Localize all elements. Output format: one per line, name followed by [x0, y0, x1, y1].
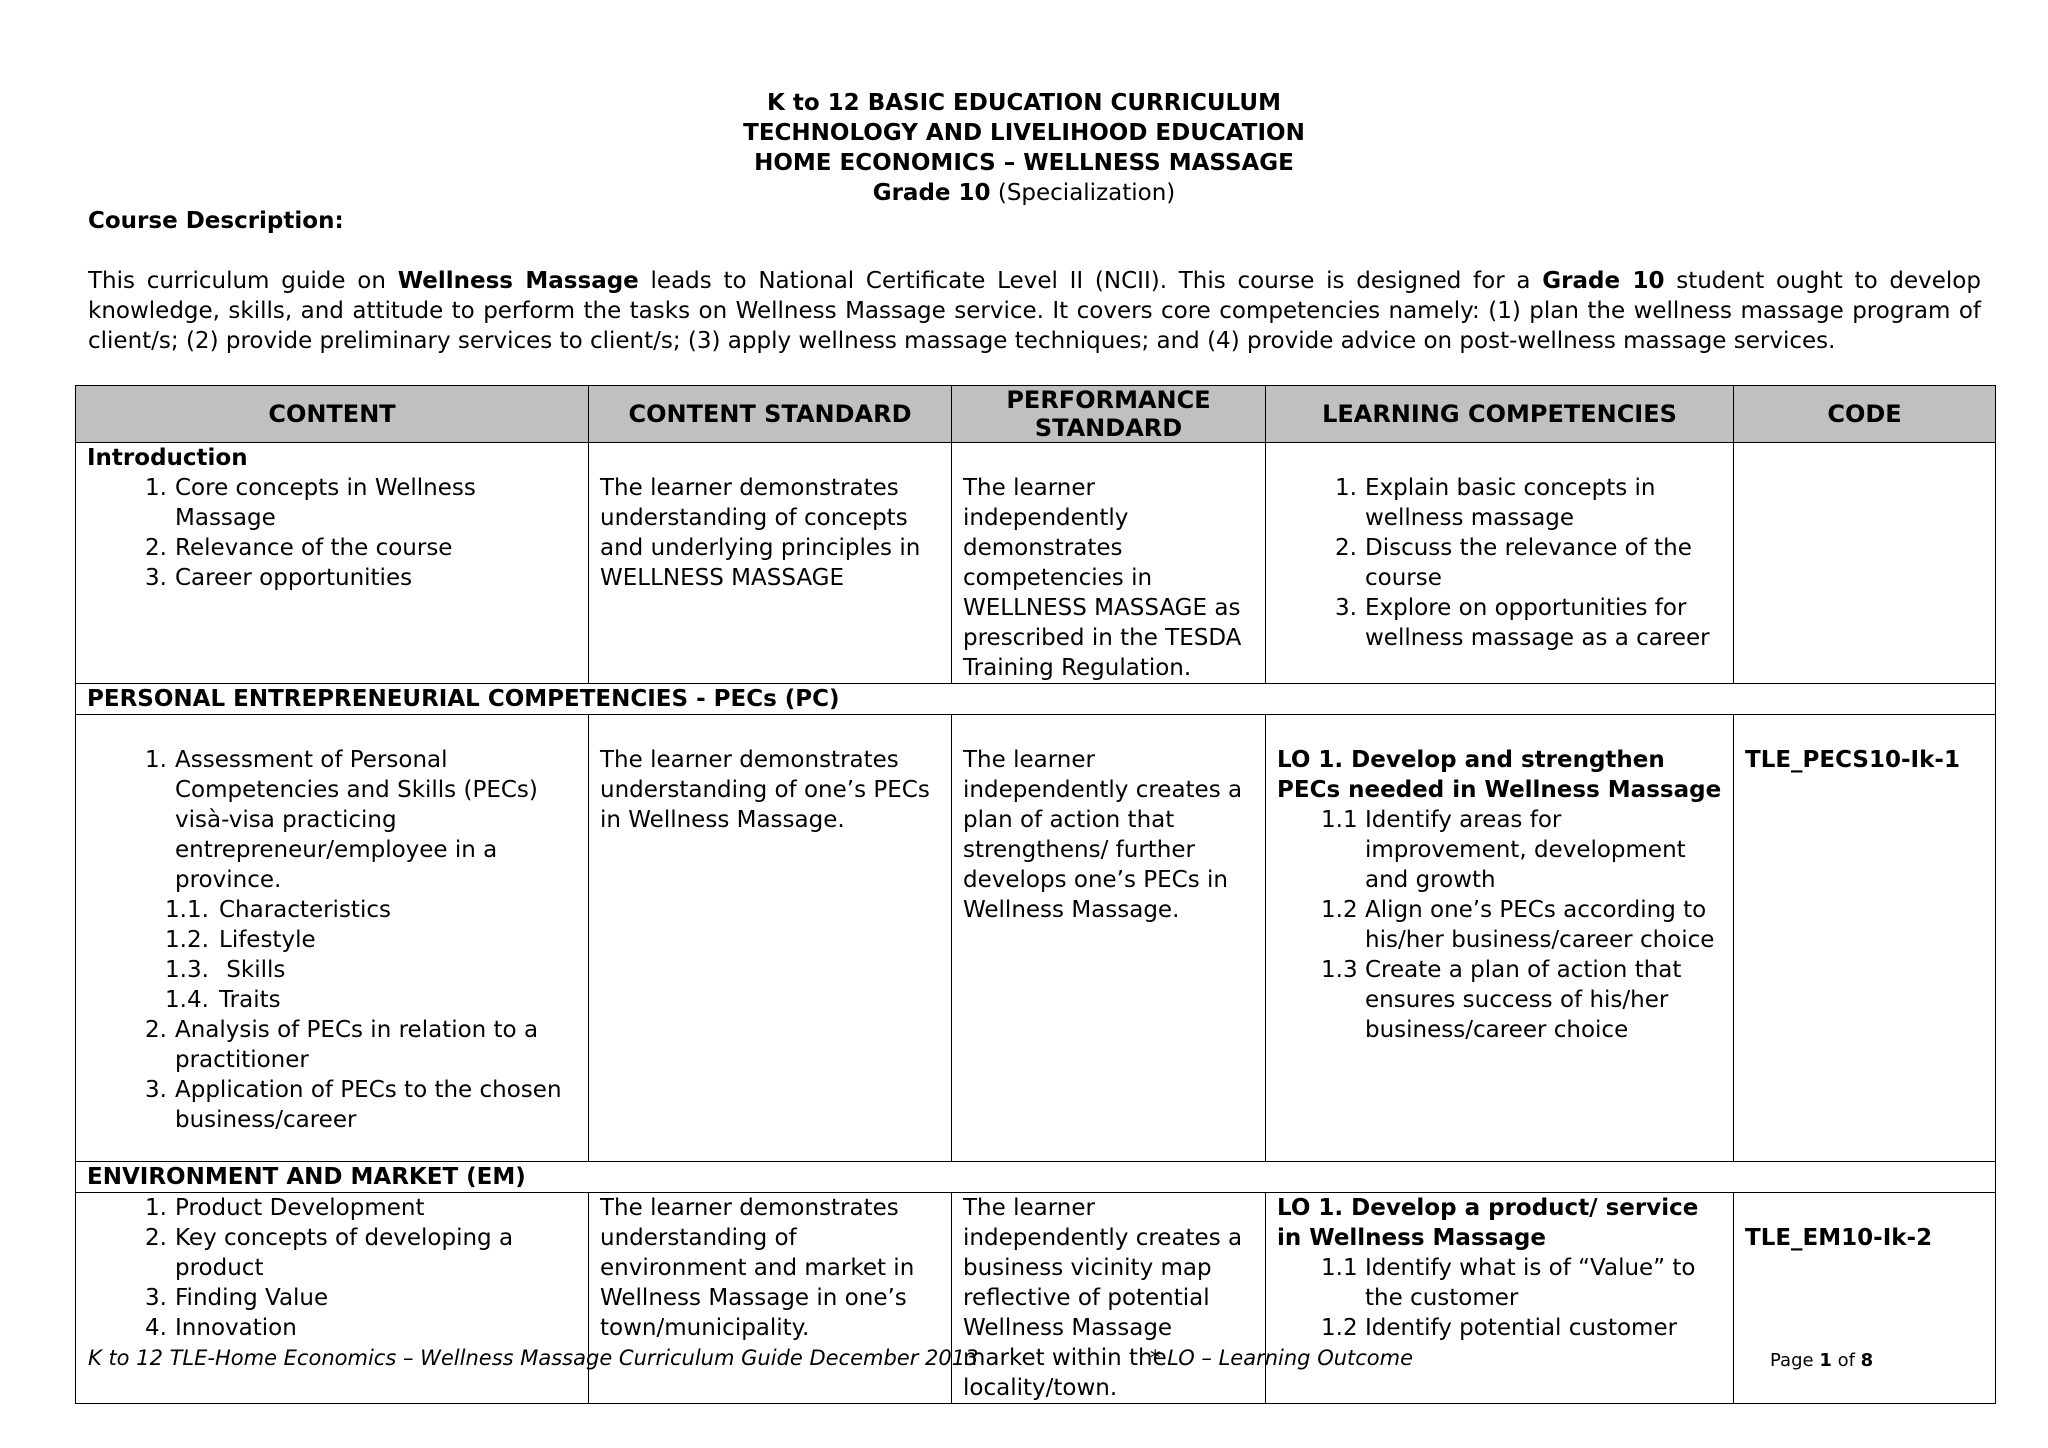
- subtopic-number: 1.3.: [165, 957, 209, 983]
- header-line-1: K to 12 BASIC EDUCATION CURRICULUM: [767, 90, 1281, 116]
- competency-number: 1.1: [1321, 1255, 1358, 1281]
- list-item: 2. Key concepts of developing a product: [145, 1225, 514, 1281]
- intro-content-standard: The learner demonstrates understanding of concepts and underlying principles in WELLNESS MASSAGE: [600, 475, 921, 591]
- course-description-label: Course Description:: [88, 208, 344, 234]
- page-label: Page: [1770, 1350, 1820, 1371]
- curriculum-table: [75, 385, 1996, 1404]
- course-description-text: [88, 266, 1981, 356]
- competency-number: 1.2: [1321, 897, 1358, 923]
- pecs-topic-3: Application of PECs to the chosen business/career: [175, 1077, 562, 1133]
- list-item: 1. Product Development: [145, 1195, 425, 1221]
- pecs-performance-standard-cell: [952, 715, 1266, 1162]
- footer-guide-title: K to 12 TLE-Home Economics – Wellness Massage Curriculum Guide December 2013: [88, 1346, 979, 1370]
- competency-label: Align one’s PECs according to his/her business/career choice: [1365, 897, 1715, 953]
- subtopic-number: 1.1.: [165, 897, 209, 923]
- list-item: [1321, 1253, 1722, 1313]
- em-topic-list: [87, 1193, 577, 1343]
- em-topic-3: Finding Value: [175, 1285, 329, 1311]
- header-grade: [0, 178, 2048, 208]
- intro-competencies-cell: [1266, 443, 1734, 684]
- table-header-row: [76, 386, 1996, 443]
- list-item: 3. Career opportunities: [145, 565, 413, 591]
- desc-part-2: leads to National Certificate Level II (NCII). This course is designed for a: [638, 268, 1543, 294]
- list-item: 4. Innovation: [145, 1315, 297, 1341]
- intro-topic-2: Relevance of the course: [175, 535, 453, 561]
- footer-page-number: [1770, 1350, 1873, 1371]
- col-header-content: CONTENT: [76, 386, 589, 443]
- intro-competency-3: Explore on opportunities for wellness massage as a career: [1365, 595, 1710, 651]
- header-line-3: HOME ECONOMICS – WELLNESS MASSAGE: [754, 150, 1294, 176]
- pecs-lo-title: LO 1. Develop and strengthen PECs needed in Wellness Massage: [1277, 747, 1722, 803]
- grade-specialization: (Specialization): [990, 180, 1176, 206]
- competency-label: Create a plan of action that ensures success of his/her business/career choice: [1365, 957, 1682, 1043]
- competency-number: 1.1: [1321, 807, 1358, 833]
- pecs-content-standard: The learner demonstrates understanding of one’s PECs in Wellness Massage.: [600, 747, 930, 833]
- competency-label: Identify potential customer: [1365, 1315, 1678, 1341]
- table-row-introduction: [76, 443, 1996, 684]
- em-content-standard-cell: [589, 1193, 952, 1404]
- subtopic-number: 1.2.: [165, 927, 209, 953]
- table-row-pecs: [76, 715, 1996, 1162]
- intro-content-standard-cell: [589, 443, 952, 684]
- col-header-content-standard: CONTENT STANDARD: [589, 386, 952, 443]
- col-header-learning-competencies: LEARNING COMPETENCIES: [1266, 386, 1734, 443]
- list-item: 2. Analysis of PECs in relation to a practitioner: [145, 1017, 539, 1073]
- subtopic-label: Skills: [219, 957, 286, 983]
- em-topic-4: Innovation: [175, 1315, 297, 1341]
- list-item: [165, 985, 577, 1015]
- desc-part-1: This curriculum guide on: [88, 268, 398, 294]
- list-item: 1. Core concepts in Wellness Massage: [145, 475, 476, 531]
- list-item: 3. Finding Value: [145, 1285, 329, 1311]
- intro-competency-1: Explain basic concepts in wellness massage: [1365, 475, 1656, 531]
- em-code: TLE_EM10-Ik-2: [1745, 1225, 1933, 1251]
- pecs-content-cell: [76, 715, 589, 1162]
- competency-number: 1.3: [1321, 957, 1358, 983]
- pecs-code-cell: [1734, 715, 1996, 1162]
- col-header-code: CODE: [1734, 386, 1996, 443]
- subtopic-label: Characteristics: [219, 897, 391, 923]
- section-row-pecs: [76, 684, 1996, 715]
- list-item: [1321, 1313, 1722, 1343]
- intro-topic-3: Career opportunities: [175, 565, 413, 591]
- document-header: [0, 88, 2048, 208]
- em-content-standard: The learner demonstrates understanding of environment and market in Wellness Massage in one’s town/municipality.: [600, 1195, 915, 1341]
- list-item: 2. Relevance of the course: [145, 535, 453, 561]
- pecs-topic-list: [87, 745, 577, 1135]
- footer-lo-note: * LO – Learning Outcome: [1150, 1346, 1414, 1370]
- desc-bold-1: Wellness Massage: [397, 268, 639, 294]
- em-topic-2: Key concepts of developing a product: [175, 1225, 514, 1281]
- intro-performance-standard: The learner independently demonstrates competencies in WELLNESS MASSAGE as prescribed in the TESDA Training Regulation.: [963, 475, 1242, 681]
- competency-label: Identify areas for improvement, development and growth: [1365, 807, 1686, 893]
- intro-competency-list: [1277, 473, 1722, 653]
- intro-topic-list: [87, 473, 577, 593]
- em-content-cell: [76, 1193, 589, 1404]
- intro-content-cell: [76, 443, 589, 684]
- intro-competency-2: Discuss the relevance of the course: [1365, 535, 1692, 591]
- em-topic-1: Product Development: [175, 1195, 425, 1221]
- header-line-2: TECHNOLOGY AND LIVELIHOOD EDUCATION: [743, 120, 1305, 146]
- intro-topic-1: Core concepts in Wellness Massage: [175, 475, 476, 531]
- col-header-performance-standard: PERFORMANCE STANDARD: [952, 386, 1266, 443]
- list-item: 3. Explore on opportunities for wellness massage as a career: [1335, 595, 1710, 651]
- em-section-title: ENVIRONMENT AND MARKET (EM): [76, 1162, 1996, 1193]
- pecs-topic-1: Assessment of Personal Competencies and Skills (PECs) visà-visa practicing entrepreneur/employee in a province.: [175, 747, 538, 893]
- pecs-topic-2: Analysis of PECs in relation to a practitioner: [175, 1017, 539, 1073]
- pecs-subtopic-list: [165, 895, 577, 1015]
- pecs-competencies-cell: [1266, 715, 1734, 1162]
- em-performance-standard-cell: [952, 1193, 1266, 1404]
- em-lo-title: LO 1. Develop a product/ service in Wellness Massage: [1277, 1195, 1699, 1251]
- table-row-em: [76, 1193, 1996, 1404]
- list-item: [1321, 805, 1722, 895]
- page-total: 8: [1860, 1350, 1874, 1371]
- grade-label: Grade 10: [872, 180, 991, 206]
- list-item: 1. Explain basic concepts in wellness massage: [1335, 475, 1656, 531]
- intro-performance-standard-cell: [952, 443, 1266, 684]
- desc-part-3: student ought to develop knowledge, skills, and attitude to perform the tasks on Wellness Massage service. It covers core competencies namely: (1) plan the wellness massage program of client/s; (2) provide preliminary services to client/s; (3) apply wellness massage techniques; and (4) provide advice on post-wellness massage services.: [88, 268, 1981, 354]
- em-code-cell: [1734, 1193, 1996, 1404]
- page-current: 1: [1819, 1350, 1832, 1371]
- subtopic-label: Lifestyle: [219, 927, 316, 953]
- em-competencies-cell: [1266, 1193, 1734, 1404]
- section-row-em: [76, 1162, 1996, 1193]
- intro-heading: Introduction: [87, 445, 248, 471]
- pecs-section-title: PERSONAL ENTREPRENEURIAL COMPETENCIES - PECs (PC): [76, 684, 1996, 715]
- em-competency-list: [1277, 1253, 1722, 1343]
- list-item: 3. Application of PECs to the chosen business/career: [145, 1077, 562, 1133]
- competency-label: Identify what is of “Value” to the customer: [1365, 1255, 1696, 1311]
- pecs-competency-list: [1277, 805, 1722, 1045]
- em-performance-standard: The learner independently creates a business vicinity map reflective of potential Wellness Massage market within the locality/town.: [963, 1195, 1243, 1401]
- list-item: [1321, 955, 1722, 1045]
- intro-code-cell: [1734, 443, 1996, 684]
- list-item: [1321, 895, 1722, 955]
- page-of-label: of: [1831, 1350, 1861, 1371]
- list-item: [165, 925, 577, 955]
- list-item: 2. Discuss the relevance of the course: [1335, 535, 1692, 591]
- list-item: 1. Assessment of Personal Competencies and Skills (PECs) visà-visa practicing entrepreneur/employee in a province. 1.1. Characteristics 1.2. Lifestyle 1.3. Skills 1.4. Traits: [175, 745, 577, 1015]
- pecs-content-standard-cell: [589, 715, 952, 1162]
- pecs-code: TLE_PECS10-Ik-1: [1745, 747, 1960, 773]
- list-item: [165, 955, 577, 985]
- competency-number: 1.2: [1321, 1315, 1358, 1341]
- desc-bold-2: Grade 10: [1542, 268, 1665, 294]
- list-item: [165, 895, 577, 925]
- subtopic-label: Traits: [219, 987, 281, 1013]
- pecs-performance-standard: The learner independently creates a plan of action that strengthens/ further develops one’s PECs in Wellness Massage.: [963, 747, 1243, 923]
- subtopic-number: 1.4.: [165, 987, 209, 1013]
